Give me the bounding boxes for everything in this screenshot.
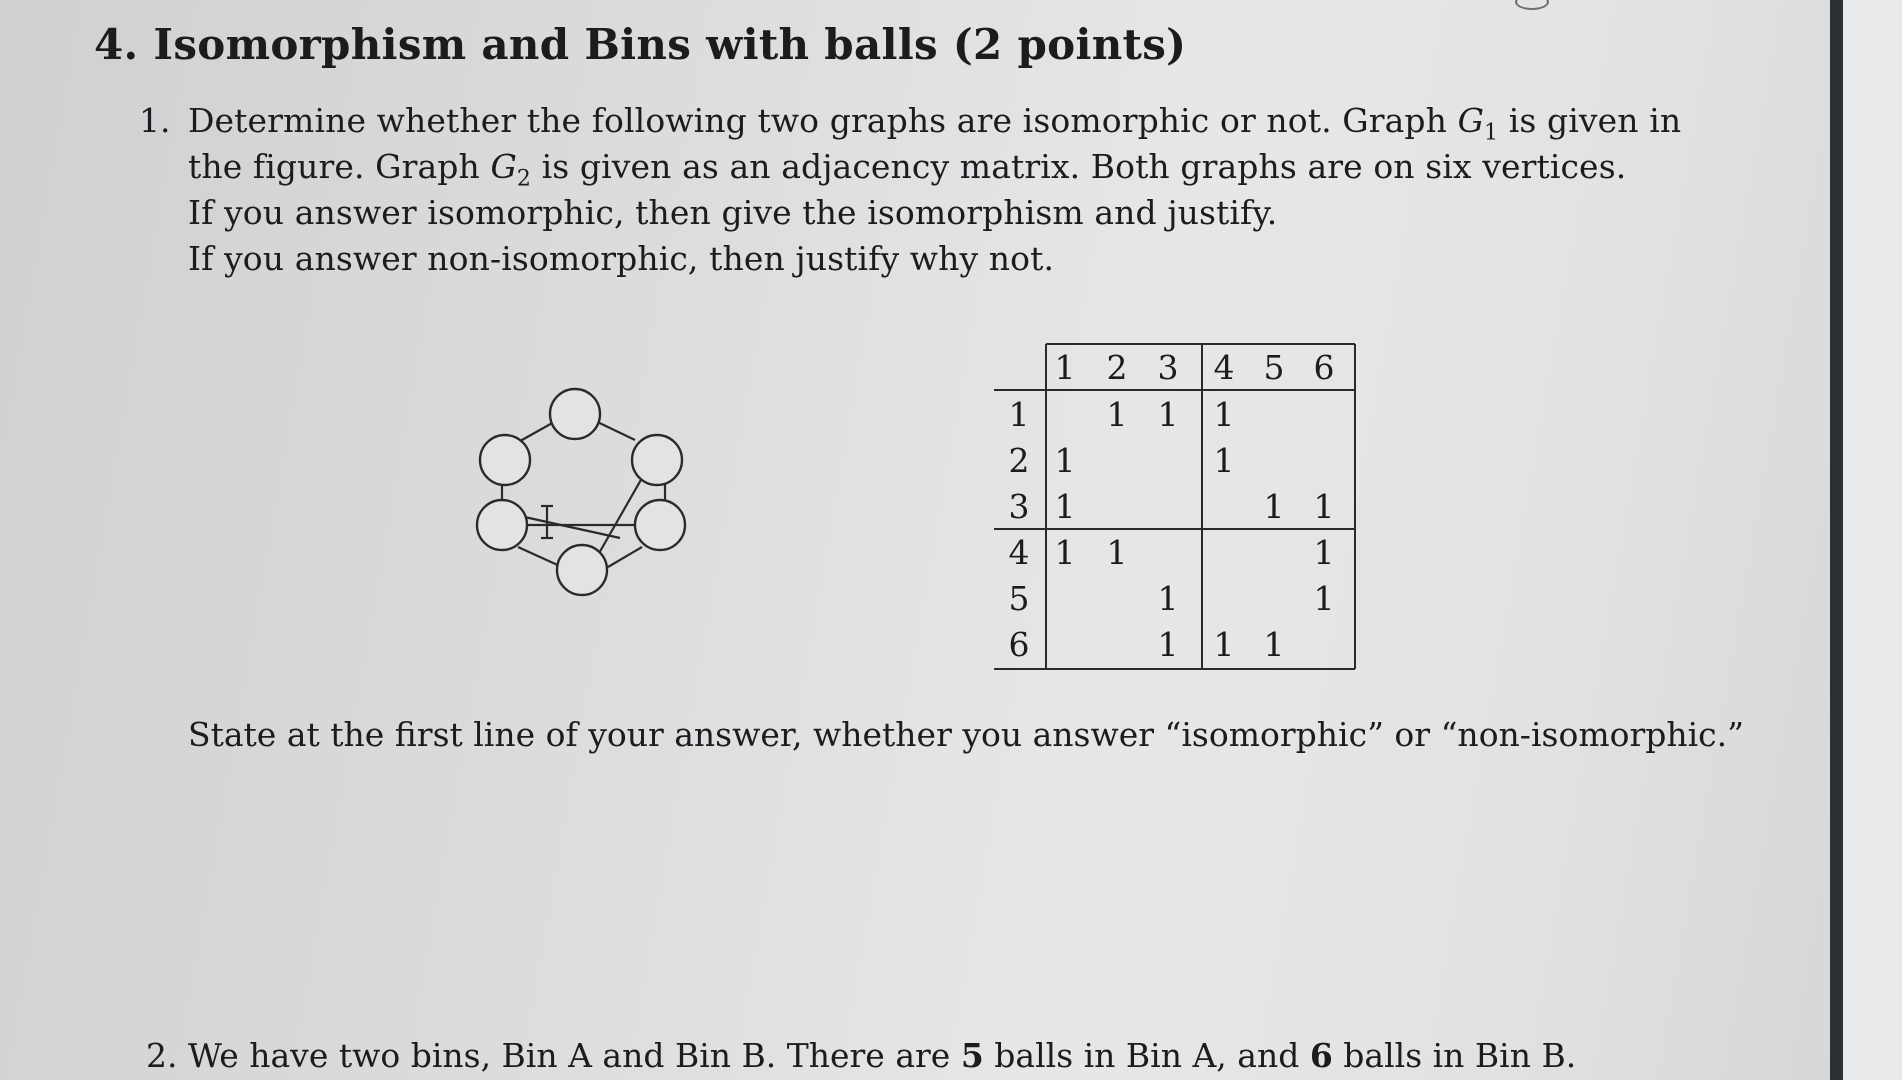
graph-edge <box>608 547 642 567</box>
graph-edge <box>518 547 562 567</box>
graph-edge <box>520 516 620 538</box>
matrix-col-header: 5 <box>1263 348 1285 387</box>
matrix-row-header: 5 <box>1008 579 1030 618</box>
instruction-text: State at the first line of your answer, whether you answer “isomorphic” or “non-isomorphic.” <box>188 715 1745 754</box>
page-background-edge <box>1843 0 1902 1080</box>
graph-vertex <box>557 545 607 595</box>
graph-vertex <box>550 389 600 439</box>
matrix-cell: 1 <box>1213 441 1235 480</box>
g1-symbol: $G_1$ <box>1457 101 1499 146</box>
matrix-cell: 1 <box>1157 625 1179 664</box>
matrix-cell: 1 <box>1263 625 1285 664</box>
matrix-cell: 1 <box>1106 395 1128 434</box>
matrix-cell: 1 <box>1313 487 1335 526</box>
g2-symbol: $G_2$ <box>490 147 532 192</box>
graph-vertex <box>635 500 685 550</box>
question-1-line-2: the figure. Graph $G_2$ is given as an adjacency matrix. Both graphs are on six vertices. <box>188 147 1627 192</box>
matrix-col-header: 4 <box>1213 348 1235 387</box>
count-bin-a: 5 <box>960 1036 984 1075</box>
question-1-line-3: If you answer isomorphic, then give the isomorphism and justify. <box>188 193 1278 232</box>
question-1-line-4: If you answer non-isomorphic, then justify why not. <box>188 239 1055 278</box>
matrix-row-header: 3 <box>1008 487 1030 526</box>
matrix-cell: 1 <box>1213 625 1235 664</box>
matrix-cell: 1 <box>1213 395 1235 434</box>
matrix-cell: 1 <box>1054 441 1076 480</box>
matrix-cell: 1 <box>1313 533 1335 572</box>
count-bin-b: 6 <box>1309 1036 1333 1075</box>
matrix-row-header: 1 <box>1008 395 1030 434</box>
matrix-cell: 1 <box>1054 533 1076 572</box>
matrix-cell: 1 <box>1313 579 1335 618</box>
graph-vertex <box>477 500 527 550</box>
graph-g1-figure <box>470 382 730 632</box>
matrix-cell: 1 <box>1054 487 1076 526</box>
question-1-number: 1. <box>139 101 171 140</box>
matrix-row-header: 2 <box>1008 441 1030 480</box>
matrix-col-header: 2 <box>1106 348 1128 387</box>
partial-graphic <box>1515 0 1549 10</box>
graph-vertex <box>480 435 530 485</box>
question-2-line: 2. We have two bins, Bin A and Bin B. There are 5 balls in Bin A, and 6 balls in Bin B. <box>146 1036 1577 1075</box>
matrix-cell: 1 <box>1157 395 1179 434</box>
matrix-row-header: 6 <box>1008 625 1030 664</box>
matrix-cell: 1 <box>1263 487 1285 526</box>
question-1-line-1: Determine whether the following two graphs are isomorphic or not. Graph $G_1$ is given in <box>188 101 1682 146</box>
matrix-cell: 1 <box>1106 533 1128 572</box>
matrix-col-header: 3 <box>1157 348 1179 387</box>
matrix-grid-lines <box>994 344 1355 669</box>
matrix-row-header: 4 <box>1008 533 1030 572</box>
matrix-col-header: 1 <box>1054 348 1076 387</box>
graph-vertex <box>632 435 682 485</box>
matrix-cell: 1 <box>1157 579 1179 618</box>
monitor-bezel <box>1830 0 1843 1080</box>
adjacency-matrix-g2 <box>992 342 1362 672</box>
section-title: 4. Isomorphism and Bins with balls (2 points) <box>94 20 1187 69</box>
matrix-col-header: 6 <box>1313 348 1335 387</box>
